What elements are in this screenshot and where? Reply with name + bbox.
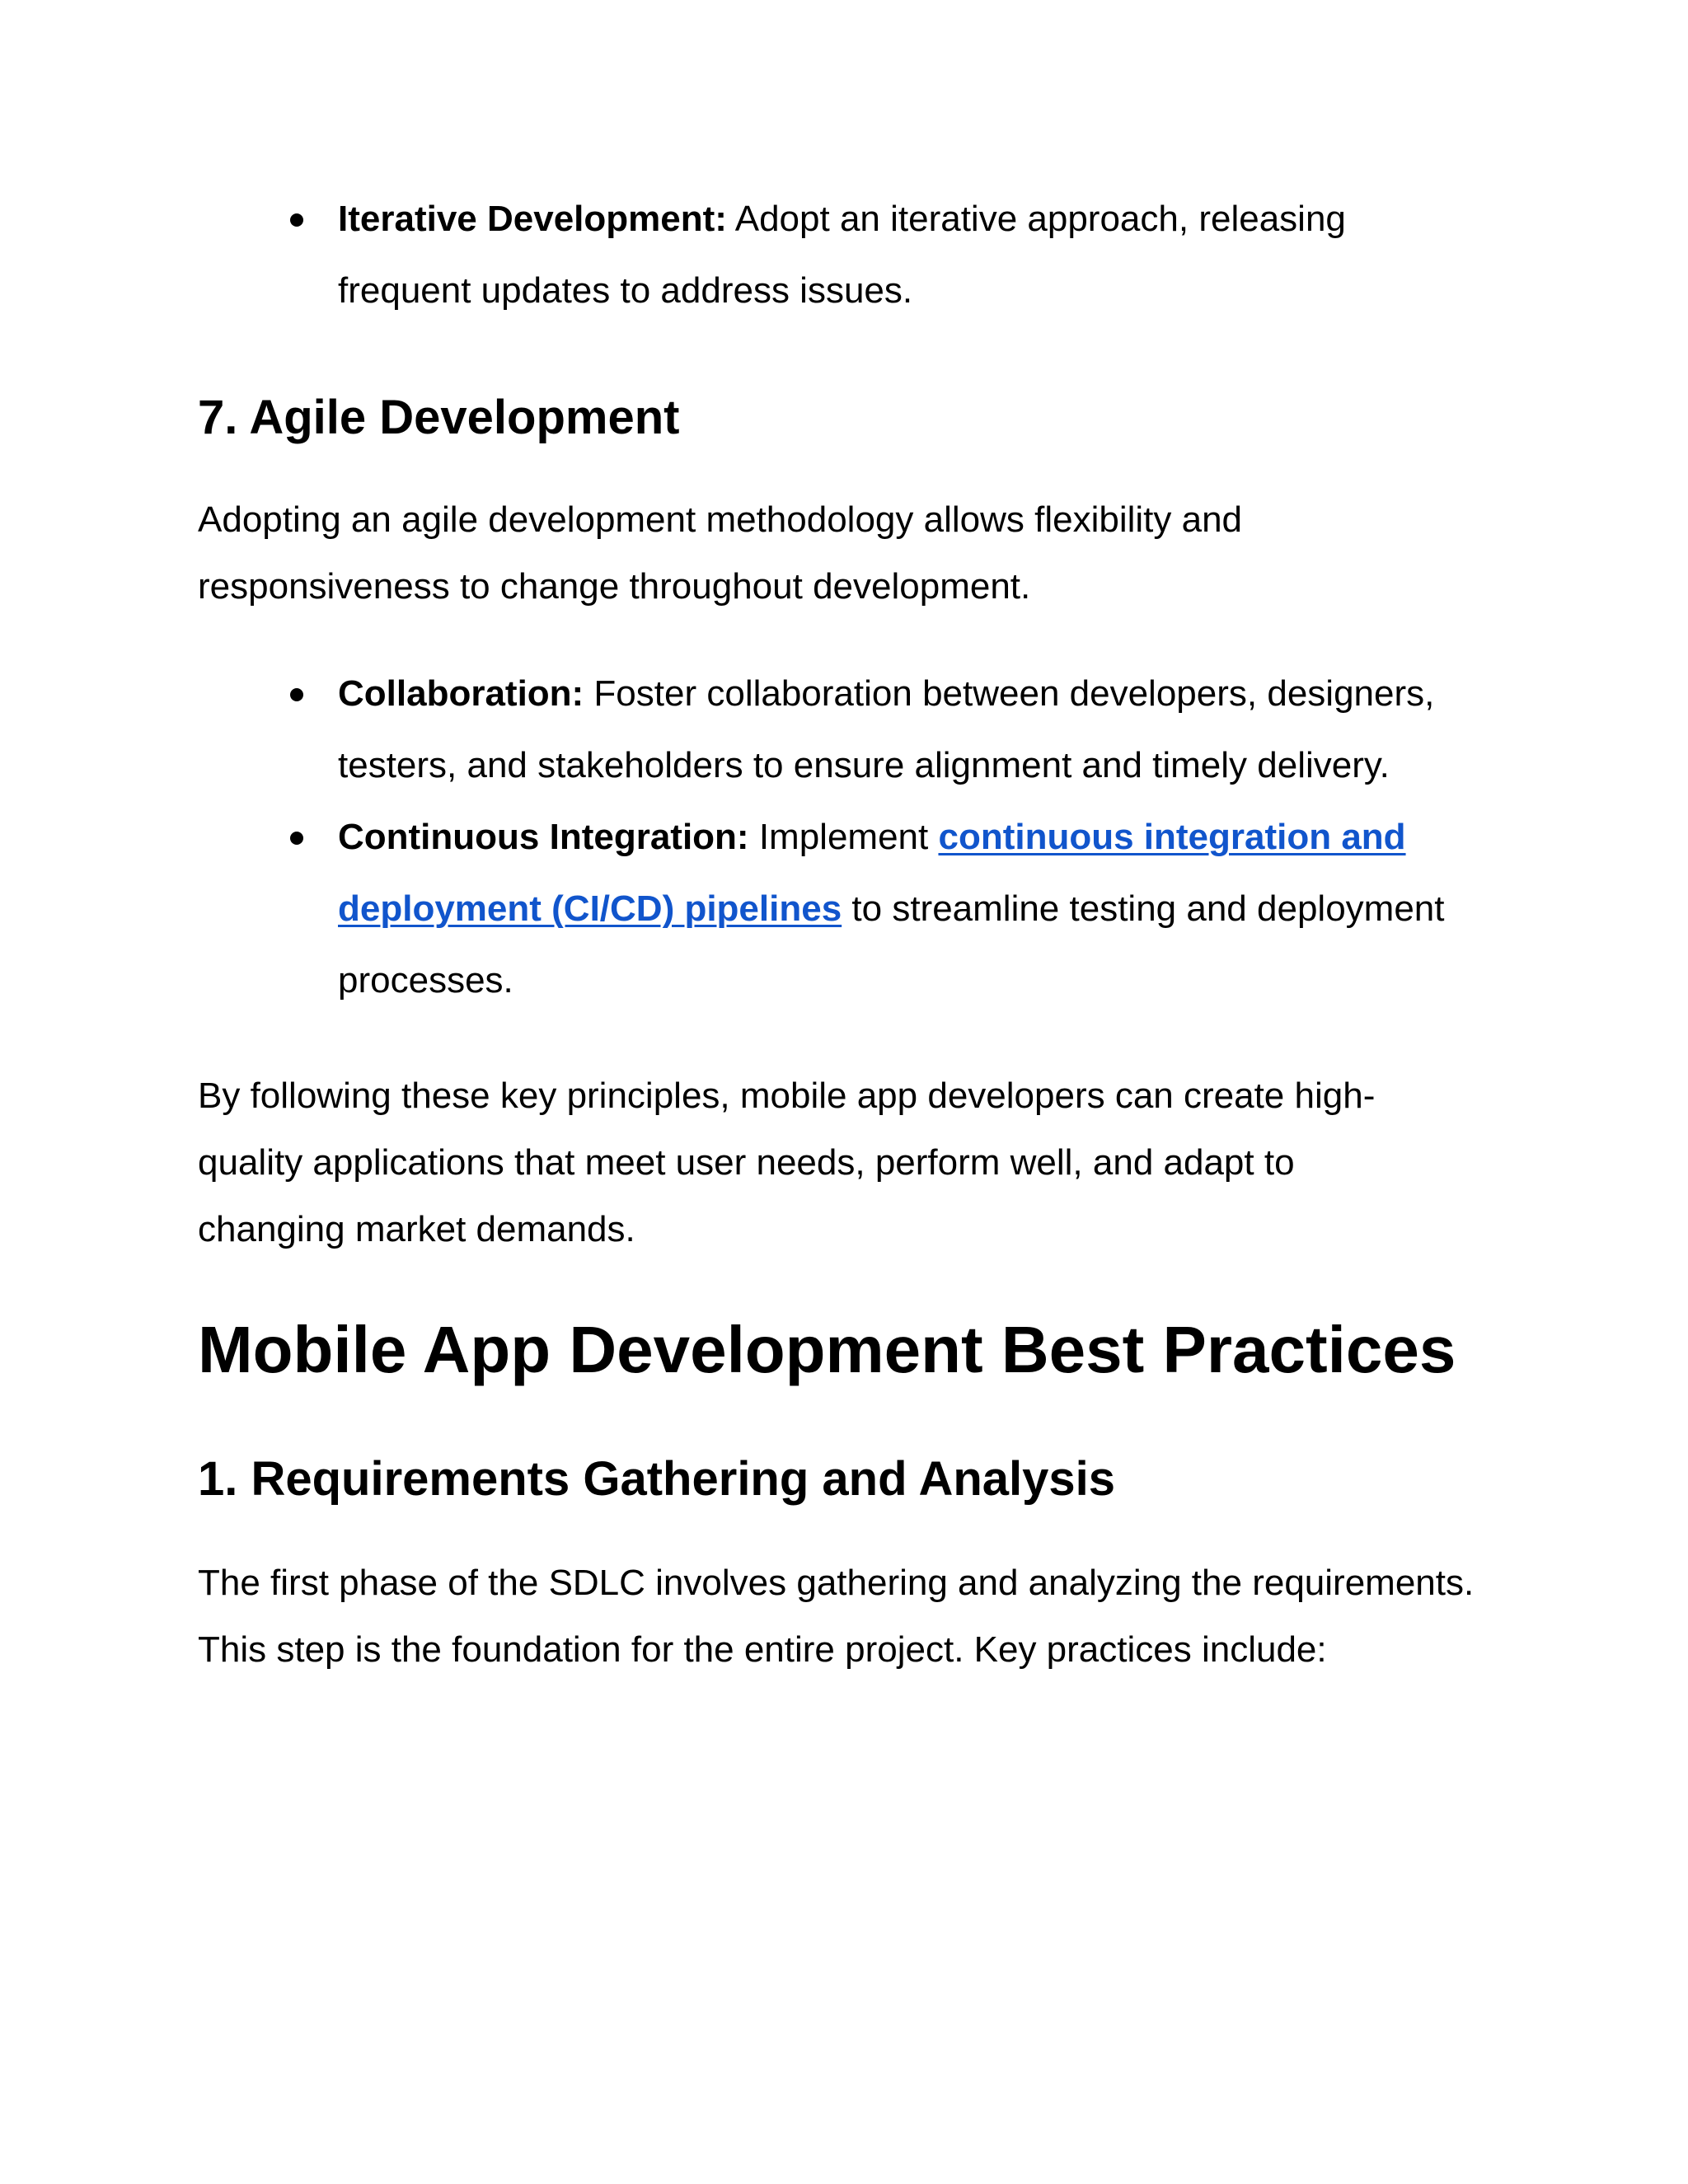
agile-bullet-list bbox=[198, 658, 1517, 1016]
top-bullet-list bbox=[198, 183, 1467, 326]
bullet-term: Iterative Development: bbox=[338, 199, 727, 239]
agile-intro-paragraph: Adopting an agile development methodology allows flexibility and responsiveness to change throughout development. bbox=[198, 499, 1243, 607]
bullet-icon bbox=[290, 688, 303, 701]
list-item bbox=[198, 658, 1517, 801]
list-item bbox=[198, 801, 1517, 1016]
bullet-text: Implement bbox=[748, 817, 939, 857]
conclusion-paragraph: By following these key principles, mobile app developers can create high-quality applications that meet user needs, perform well, and adapt to changing market demands. bbox=[198, 1076, 1376, 1249]
bullet-term: Collaboration: bbox=[338, 673, 584, 714]
page-title: Mobile App Development Best Practices bbox=[198, 1313, 1456, 1386]
bullet-term: Continuous Integration: bbox=[338, 817, 749, 857]
section-heading-agile: 7. Agile Development bbox=[198, 391, 680, 444]
bullet-icon bbox=[290, 213, 303, 227]
section-heading-requirements: 1. Requirements Gathering and Analysis bbox=[198, 1452, 1116, 1506]
bullet-text: Adopt an iterative approach, releasing frequent updates to address issues. bbox=[338, 199, 1346, 311]
list-item bbox=[198, 183, 1467, 326]
requirements-paragraph: The first phase of the SDLC involves gathering and analyzing the requirements. This step is the foundation for the entire project. Key practices include: bbox=[198, 1563, 1475, 1670]
bullet-text: Foster collaboration between developers, designers, testers, and stakeholders to ensure alignment and timely delivery. bbox=[338, 673, 1435, 785]
ci-cd-pipelines-link[interactable]: continuous integration and deployment (CI/CD) pipelines bbox=[338, 817, 1406, 929]
bullet-text: to streamline testing and deployment processes. bbox=[338, 888, 1445, 1001]
bullet-icon bbox=[290, 832, 303, 845]
